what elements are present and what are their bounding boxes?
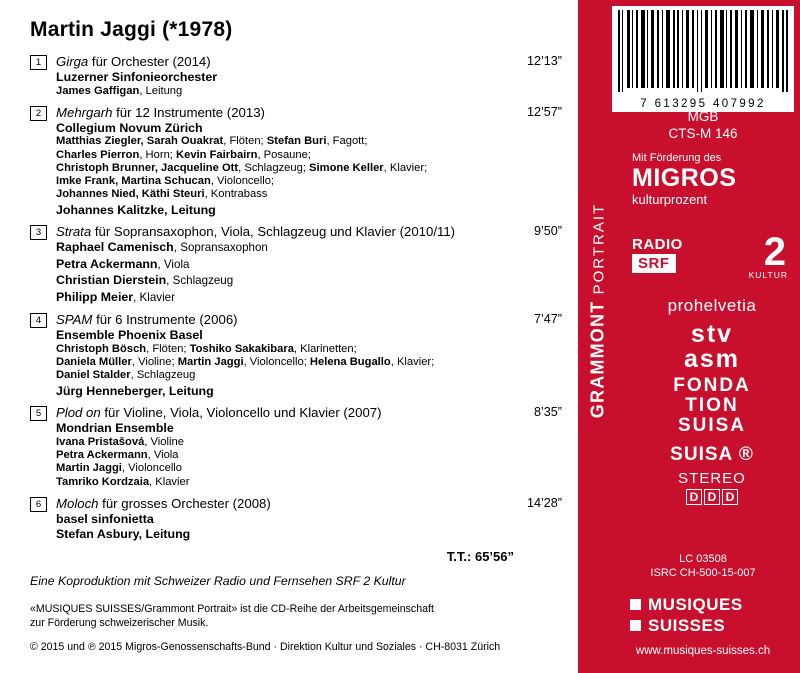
fondation-line-3: SUISA: [677, 415, 747, 436]
work-subtitle: für 6 Instrumente (2006): [92, 312, 238, 328]
work-subtitle: für Violine, Viola, Violoncello und Klavier (2007): [100, 405, 382, 421]
performer-line: Matthias Ziegler, Sarah Ouakrat, Flöten; Stefan Buri, Fagott;: [56, 135, 368, 148]
ensemble-name: Luzerner Sinfonieorchester: [56, 70, 218, 84]
track-item: [30, 496, 562, 542]
channel-number: 2: [763, 230, 786, 274]
musiques-label: MUSIQUES: [648, 595, 743, 614]
track-number: 1: [30, 55, 47, 70]
ddd-letter: D: [686, 489, 702, 505]
spine: [578, 0, 612, 673]
ensemble-name: Ensemble Phoenix Basel: [56, 328, 203, 343]
square-icon: [630, 599, 641, 610]
performer-line: Ivana Pristašová, Violine: [56, 435, 184, 448]
work-subtitle: für grosses Orchester (2008): [98, 495, 271, 511]
soloist-line: Petra Ackermann, Viola: [56, 256, 190, 271]
track-title-line: [56, 496, 562, 511]
track-duration: 8’35”: [533, 405, 562, 420]
ddd-label: [632, 488, 792, 506]
suisses-label: SUISSES: [648, 616, 726, 635]
spine-title: [588, 111, 609, 511]
fineprint-block: [30, 602, 562, 654]
conductor-name: Jürg Henneberger, Leitung: [56, 383, 214, 398]
migros-sponsor-logo: [632, 152, 792, 207]
soloist-line: Christian Dierstein, Schlagzeug: [56, 273, 234, 288]
square-icon: [630, 620, 641, 631]
radio-srf-logo: [632, 232, 792, 282]
suisa-logo: SUISA ®: [670, 444, 754, 465]
work-title: Girga: [56, 54, 89, 69]
track-title-line: [56, 312, 562, 327]
track-number: 6: [30, 497, 47, 512]
track-item: [30, 54, 562, 98]
track-duration: 12’13”: [526, 54, 562, 68]
radio-label: RADIO: [632, 236, 683, 253]
performer-line: Christoph Brunner, Jacqueline Ott, Schlagzeug; Simone Keller, Klavier;: [56, 161, 428, 174]
fondation-suisa-logo: [632, 376, 792, 436]
track-number: 5: [30, 406, 47, 421]
stereo-label: STEREO: [678, 470, 746, 487]
total-time: T.T.: 65’56”: [446, 548, 514, 564]
performer-line: Johannes Nied, Käthi Steuri, Kontrabass: [56, 188, 268, 201]
support-line: Mit Förderung des: [632, 152, 722, 164]
barcode-bars: [616, 10, 790, 92]
track-duration: 14’28”: [526, 495, 562, 510]
performer-line: Tamriko Kordzaia, Klavier: [56, 475, 190, 488]
catalog-number: CTS-M 146: [668, 126, 738, 141]
migros-wordmark: MIGROS: [632, 164, 737, 192]
track-item: [30, 224, 562, 305]
spine-brand: GRAMMONT: [587, 300, 608, 419]
spine-series: PORTRAIT: [590, 202, 608, 295]
ensemble-name: Collegium Novum Zürich: [56, 120, 203, 135]
track-duration: 9’50”: [533, 224, 562, 239]
fineprint-line: «MUSIQUES SUISSES/Grammont Portrait» ist die CD-Reihe der Arbeitsgemeinschaft: [30, 602, 434, 615]
copyright-line: © 2015 und ℗ 2015 Migros-Genossenschafts-Bund · Direktion Kultur und Soziales · CH-8031 Zürich: [30, 640, 501, 653]
track-number: 2: [30, 106, 47, 121]
performer-line: Petra Ackermann, Viola: [56, 448, 179, 461]
musiques-suisses-logo: [630, 594, 794, 636]
conductor-name: Stefan Asbury, Leitung: [56, 527, 191, 542]
track-number: 3: [30, 225, 47, 240]
isrc-code: ISRC CH-500-15-007: [650, 567, 756, 579]
fondation-line-2: TION: [685, 395, 739, 416]
track-number: 4: [30, 313, 47, 328]
work-title: Plod on: [56, 405, 101, 421]
work-title: Mehrgarh: [56, 104, 113, 120]
track-item: [30, 312, 562, 398]
suisses-line: [630, 615, 794, 636]
stv-word: stv: [690, 320, 734, 348]
performer-line: James Gaffigan, Leitung: [56, 84, 183, 97]
track-item: [30, 105, 562, 217]
ddd-letter: D: [722, 489, 738, 505]
track-title-line: [56, 405, 562, 420]
barcode: [612, 6, 794, 112]
track-duration: 7’47”: [533, 312, 562, 327]
srf-badge: SRF: [632, 254, 676, 273]
coproduction-note: Eine Koproduktion mit Schweizer Radio und Fernsehen SRF 2 Kultur: [30, 573, 406, 588]
codes-block: [612, 552, 794, 580]
soloist-line: Philipp Meier, Klavier: [56, 289, 175, 304]
barcode-number: 7 613295 407992: [640, 98, 766, 110]
kulturprozent-label: kulturprozent: [632, 192, 708, 207]
track-item: [30, 405, 562, 489]
performer-line: Charles Pierron, Horn; Kevin Fairbairn, Posaune;: [56, 148, 311, 161]
track-duration: 12’57”: [526, 104, 562, 119]
track-title-line: [56, 54, 562, 69]
channel-sublabel: KULTUR: [748, 270, 788, 280]
stv-asm-logo: [632, 322, 792, 372]
performer-line: Imke Frank, Martina Schucan, Violoncello;: [56, 175, 275, 188]
fondation-line-1: FONDA: [673, 375, 751, 396]
musiques-line: [630, 594, 794, 615]
soloist-line: Raphael Camenisch, Sopransaxophon: [56, 240, 268, 255]
performer-line: Martin Jaggi, Violoncello: [56, 462, 183, 475]
asm-word: asm: [683, 345, 741, 373]
track-title-line: [56, 105, 562, 120]
ensemble-name: Mondrian Ensemble: [56, 421, 174, 436]
performer-line: Daniel Stalder, Schlagzeug: [56, 369, 196, 382]
work-title: SPAM: [56, 312, 93, 328]
composer-title: Martin Jaggi (*1978): [30, 18, 233, 41]
catalog-block: [612, 108, 794, 142]
label-name: MGB: [687, 109, 719, 124]
performer-line: Christoph Bösch, Flöten; Toshiko Sakakibara, Klarinetten;: [56, 342, 357, 355]
fineprint-line: zur Förderung schweizerischer Musik.: [30, 616, 209, 629]
work-subtitle: für Orchester (2014): [88, 54, 211, 69]
work-subtitle: für Sopransaxophon, Viola, Schlagzeug und Klavier (2010/11): [91, 224, 456, 240]
work-title: Strata: [56, 224, 92, 240]
prohelvetia-logo: prohelvetia: [667, 296, 757, 315]
lc-code: LC 03508: [679, 553, 727, 565]
work-subtitle: für 12 Instrumente (2013): [112, 104, 265, 120]
publisher-url[interactable]: www.musiques-suisses.ch: [635, 645, 771, 657]
conductor-name: Johannes Kalitzke, Leitung: [56, 202, 216, 217]
track-title-line: [56, 224, 562, 239]
performer-line: Daniela Müller, Violine; Martin Jaggi, Violoncello; Helena Bugallo, Klavier;: [56, 356, 435, 369]
work-title: Moloch: [56, 495, 99, 511]
ddd-letter: D: [704, 489, 720, 505]
ensemble-name: basel sinfonietta: [56, 511, 154, 526]
